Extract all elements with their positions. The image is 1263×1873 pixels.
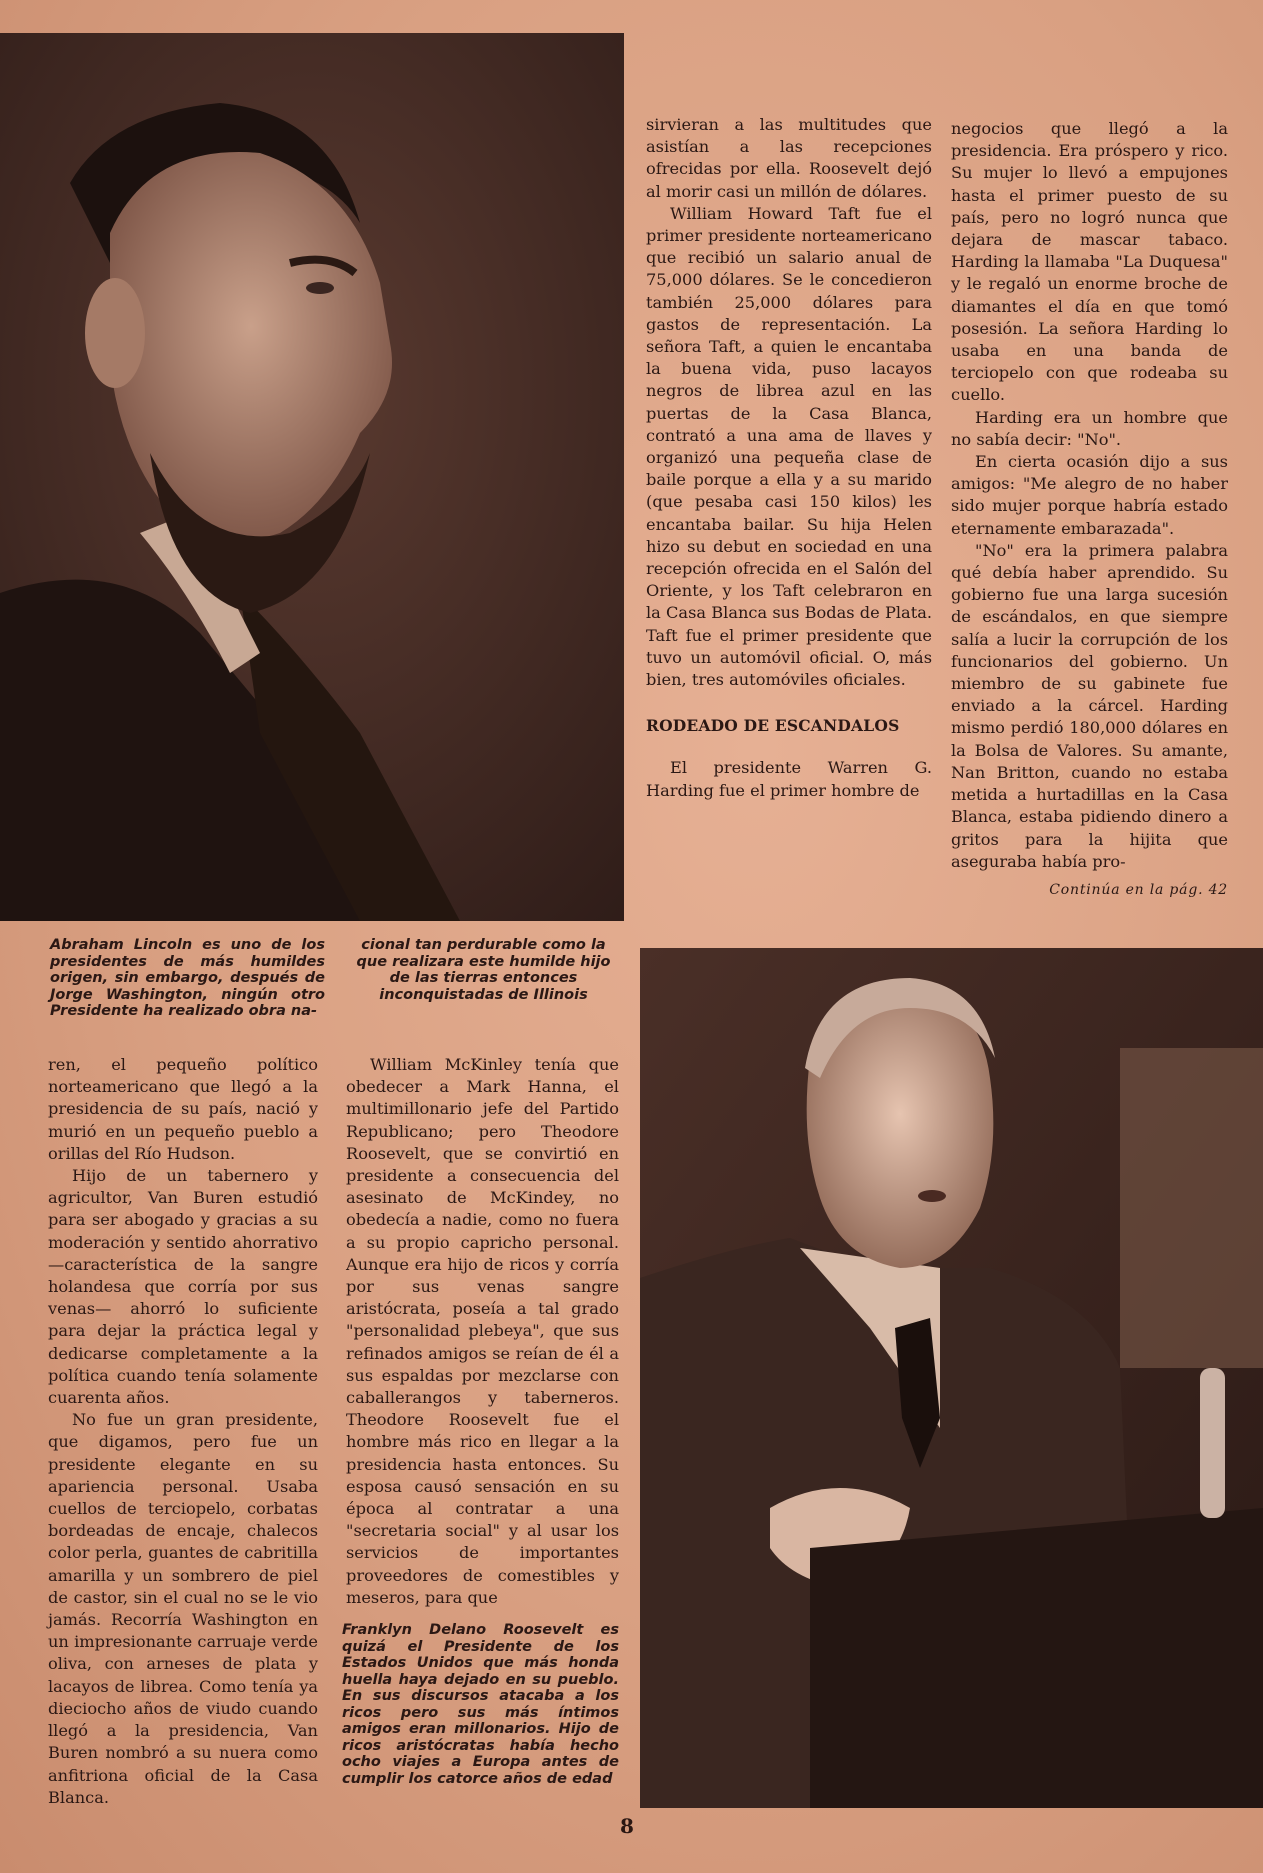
continued-note: Continúa en la pág. 42: [1049, 881, 1228, 898]
paragraph: En cierta ocasión dijo a sus amigos: "Me alegro de no haber sido mujer porque habría estado eternamente embarazada".: [951, 452, 1228, 538]
paragraph: William Howard Taft fue el primer presidente norteamericano que recibió un salario anual de 75,000 dólares. Se le concedieron también 25,000 dólares para gastos de representación. La señora Taft, a quien le encantaba la buena vida, puso lacayos negros de librea azul en las puertas de la Casa Blanca, contrató a una ama de llaves y organizó una pequeña clase de baile porque a ella y a su marido (que pesaba casi 150 kilos) les encantaba bailar. Su hija Helen hizo su debut en sociedad en una recepción ofrecida en el Salón del Oriente, y los Taft celebraron en la Casa Blanca sus Bodas de Plata. Taft fue el primer presidente que tuvo un automóvil oficial. O, más bien, tres automóviles oficiales.: [646, 203, 932, 690]
roosevelt-portrait-image: [640, 948, 1263, 1808]
page-number: 8: [620, 1814, 634, 1838]
lincoln-portrait-image: [0, 33, 624, 921]
paragraph: sirvieran a las multitudes que asistían a las recepciones ofrecidas por ella. Roosevelt dejó al morir casi un millón de dólares.: [646, 115, 932, 201]
lincoln-caption-right: cional tan perdurable como la que realizara este humilde hijo de las tierras entonces inconquistadas de Illinois: [356, 937, 611, 1003]
lincoln-photo: [0, 33, 624, 921]
lincoln-caption-left: Abraham Lincoln es uno de los presidentes de más humildes origen, sin embargo, después de Jorge Washington, ningún otro Presidente ha realizado obra na-: [50, 937, 325, 1019]
article-column-2: [951, 118, 1228, 901]
paragraph: ren, el pequeño político norteamericano que llegó a la presidencia de su país, nació y murió en un pequeño pueblo a orillas del Río Hudson.: [48, 1055, 318, 1163]
paragraph: William McKinley tenía que obedecer a Mark Hanna, el multimillonario jefe del Partido Republicano; pero Theodore Roosevelt, que se convirtió en presidente a consecuencia del asesinato de McKindey, no obedecía a nadie, como no fuera a su propio capricho personal. Aunque era hijo de ricos y corría por sus venas sangre aristócrata, poseía a tal grado "personalidad plebeya", que sus refinados amigos se reían de él a sus espaldas por mezclarse con caballerangos y taberneros. Theodore Roosevelt fue el hombre más rico en llegar a la presidencia hasta entonces. Su esposa causó sensación en su época al contratar a una "secretaria social" y al usar los servicios de importantes proveedores de comestibles y meseros, para que: [346, 1055, 619, 1607]
roosevelt-photo: [640, 948, 1263, 1808]
paragraph: negocios que llegó a la presidencia. Era próspero y rico. Su mujer lo llevó a empujones hasta el primer puesto de su país, pero no logró nunca que dejara de mascar tabaco. Harding la llamaba "La Duquesa" y le regaló un enorme broche de diamantes el día en que tomó posesión. La señora Harding lo usaba en una banda de terciopelo con que rodeaba su cuello.: [951, 119, 1228, 405]
article-column-bottom-left: [48, 1054, 318, 1809]
article-column-bottom-middle: [346, 1054, 619, 1609]
paragraph: No fue un gran presidente, que digamos, pero fue un presidente elegante en su apariencia personal. Usaba cuellos de terciopelo, corbatas bordeadas de encaje, chalecos color perla, guantes de cabritilla amarilla y un sombrero de piel de castor, sin el cual no se le vio jamás. Recorría Washington en un impresionante carruaje verde oliva, con arneses de plata y lacayos de librea. Como tenía ya dieciocho años de viudo cuando llegó a la presidencia, Van Buren nombró a su nuera como anfitriona oficial de la Casa Blanca.: [48, 1410, 318, 1807]
roosevelt-caption: Franklyn Delano Roosevelt es quizá el Presidente de los Estados Unidos que más honda huella haya dejado en su pueblo. En sus discursos atacaba a los ricos pero sus más íntimos amigos eran millonarios. Hijo de ricos aristócratas había hecho ocho viajes a Europa antes de cumplir los catorce años de edad: [342, 1622, 619, 1787]
paragraph: Hijo de un tabernero y agricultor, Van Buren estudió para ser abogado y gracias a su moderación y sentido ahorrativo —característica de la sangre holandesa que corría por sus venas— ahorró lo suficiente para dejar la práctica legal y dedicarse completamente a la política cuando tenía solamente cuarenta años.: [48, 1166, 318, 1408]
section-subhead: RODEADO DE ESCANDALOS: [646, 716, 900, 736]
paragraph: El presidente Warren G. Harding fue el primer hombre de: [646, 758, 932, 800]
article-column-1: [646, 114, 932, 802]
paragraph: Harding era un hombre que no sabía decir: "No".: [951, 407, 1228, 449]
paragraph: "No" era la primera palabra qué debía haber aprendido. Su gobierno fue una larga sucesión de escándalos, en que siempre salía a lucir la corrupción de los funcionarios del gobierno. Un miembro de su gabinete fue enviado a la cárcel. Harding mismo perdió 180,000 dólares en la Bolsa de Valores. Su amante, Nan Britton, cuando no estaba metida a hurtadillas en la Casa Blanca, estaba pidiendo dinero a gritos para la hijita que aseguraba había pro-: [951, 540, 1228, 871]
